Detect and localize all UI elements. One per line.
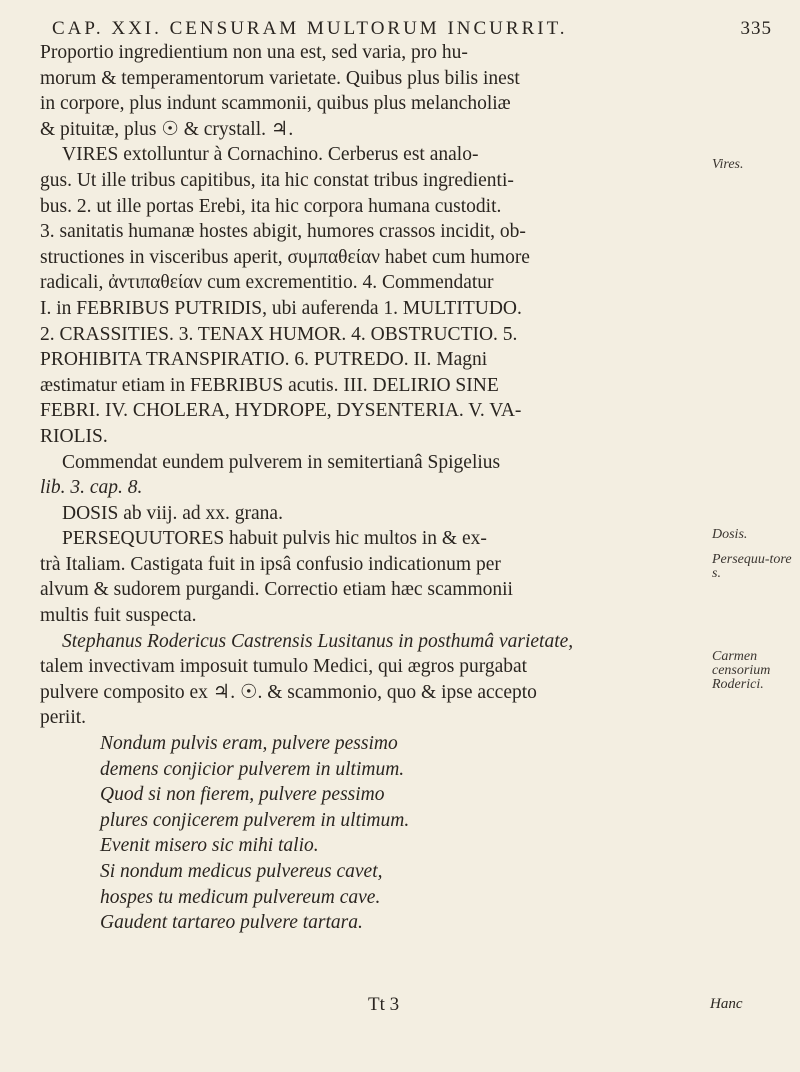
text-line: VIRES extolluntur à Cornachino. Cerberus est analo- xyxy=(62,144,479,166)
text-line: periit. xyxy=(40,707,87,729)
margin-note-carmen: Carmen censorium Roderici. xyxy=(712,649,771,692)
verse-line: demens conjicior pulverem in ultimum. xyxy=(100,758,405,780)
text-line: 2. CRASSITIES. 3. TENAX HUMOR. 4. OBSTRUCTIO. 5. xyxy=(40,323,518,345)
running-header xyxy=(52,18,772,40)
text-line: Stephanus Rodericus Castrensis Lusitanus in posthumâ varietate, xyxy=(62,630,574,652)
text-line: bus. 2. ut ille portas Erebi, ita hic corpora humana custodit. xyxy=(40,195,502,217)
main-text xyxy=(40,40,710,936)
text-line: Commendat eundem pulverem in semitertianâ Spigelius xyxy=(62,451,501,473)
verse-line: Si nondum medicus pulvereus cavet, xyxy=(100,861,383,882)
text-line: alvum & sudorem purgandi. Correctio etiam hæc scammonii xyxy=(40,579,513,601)
margin-note-dosis: Dosis. xyxy=(712,527,748,542)
text-line: talem invectivam imposuit tumulo Medici, qui ægros purgabat xyxy=(40,656,528,678)
text-line: pulvere composito ex ♃. ☉. & scammonio, quo & ipse accepto xyxy=(40,681,537,703)
text-line: radicali, ἀντιπαθείαν cum excrementitio. 4. Commendatur xyxy=(40,272,494,294)
text-line: morum & temperamentorum varietate. Quibus plus bilis inest xyxy=(40,67,520,89)
text-line: FEBRI. IV. CHOLERA, HYDROPE, DYSENTERIA. V. VA- xyxy=(40,400,522,422)
page-number: 335 xyxy=(740,18,772,39)
catchword: Hanc xyxy=(710,996,743,1012)
text-line: trà Italiam. Castigata fuit in ipsâ confusio indicationum per xyxy=(40,553,501,575)
text-line: in corpore, plus indunt scammonii, quibus plus melancholiæ xyxy=(40,93,511,115)
text-line: RIOLIS. xyxy=(40,425,108,447)
text-line: Proportio ingredientium non una est, sed varia, pro hu- xyxy=(40,42,468,63)
verse-line: Gaudent tartareo pulvere tartara. xyxy=(100,912,363,934)
signature-mark: Tt 3 xyxy=(368,994,400,1015)
text-line: gus. Ut ille tribus capitibus, ita hic constat tribus ingredienti- xyxy=(40,169,514,191)
verse-line: Nondum pulvis eram, pulvere pessimo xyxy=(100,733,398,755)
text-line: I. in FEBRIBUS PUTRIDIS, ubi auferenda 1. MULTITUDO. xyxy=(40,297,522,319)
text-line: structiones in visceribus aperit, συμπαθείαν habet cum humore xyxy=(40,246,530,268)
text-line: æstimatur etiam in FEBRIBUS acutis. III. DELIRIO SINE xyxy=(40,374,499,396)
verse-line: Evenit misero sic mihi talio. xyxy=(100,835,319,857)
text-line: multis fuit suspecta. xyxy=(40,605,197,627)
verse-line: Quod si non fierem, pulvere pessimo xyxy=(100,784,385,806)
page-footer xyxy=(0,994,800,1020)
text-line: & pituitæ, plus ☉ & crystall. ♃. xyxy=(40,118,294,140)
verse-line: plures conjicerem pulverem in ultimum. xyxy=(100,809,410,831)
text-line: PROHIBITA TRANSPIRATIO. 6. PUTREDO. II. Magni xyxy=(40,349,488,371)
margin-note-persequutores: Persequu-tores. xyxy=(712,552,792,581)
text-line: 3. sanitatis humanæ hostes abigit, humores crassos incidit, ob- xyxy=(40,221,526,243)
text-line: DOSIS ab viij. ad xx. grana. xyxy=(62,502,283,524)
text-line: PERSEQUUTORES habuit pulvis hic multos in & ex- xyxy=(62,528,487,550)
text-line: lib. 3. cap. 8. xyxy=(40,477,143,499)
margin-note-vires: Vires. xyxy=(712,157,744,172)
verse-line: hospes tu medicum pulvereum cave. xyxy=(100,886,381,908)
header-title: CAP. XXI. CENSURAM MULTORUM INCURRIT. xyxy=(52,18,568,39)
